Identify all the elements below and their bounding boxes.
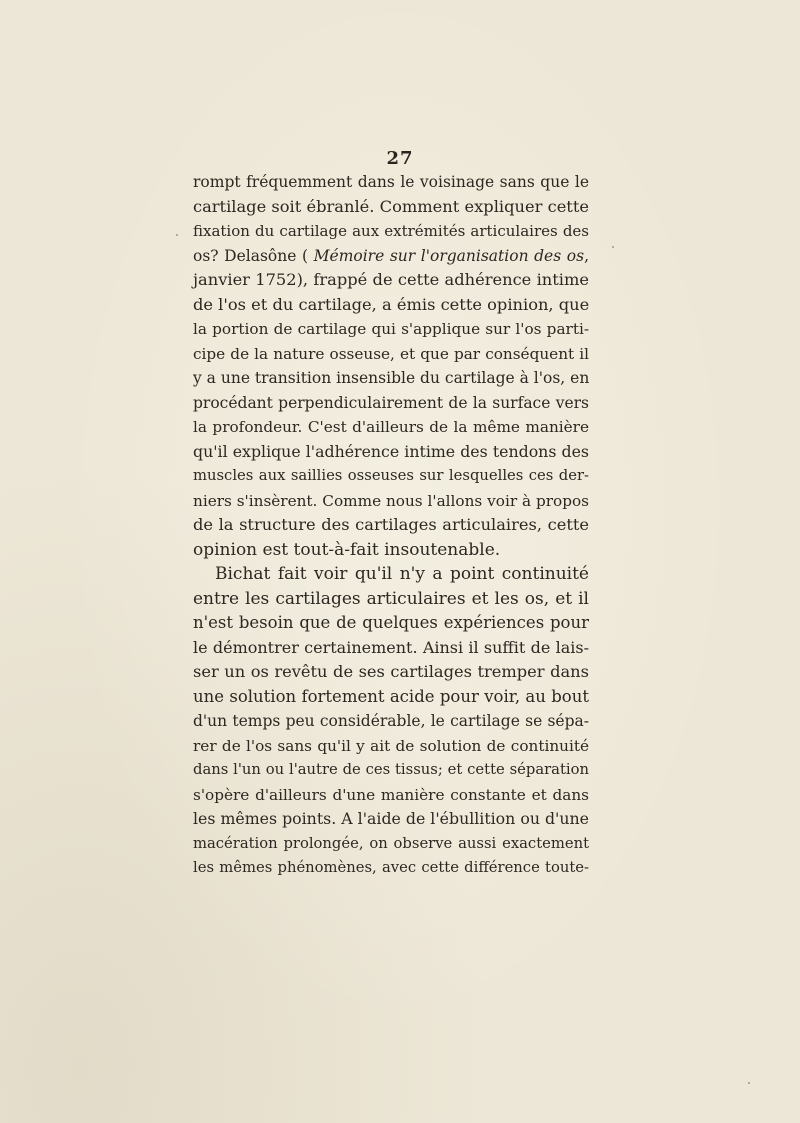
text-line: les mêmes points. A l'aide de l'ébullition ou d'une	[193, 809, 589, 828]
text-line: s'opère d'ailleurs d'une manière constante et dans	[193, 785, 589, 804]
text-line: de la structure des cartilages articulaires, cette	[193, 515, 589, 534]
paper-speck	[612, 246, 614, 248]
text-line: ser un os revêtu de ses cartilages tremper dans	[193, 662, 589, 681]
text-line: la portion de cartilage qui s'applique sur l'os parti-	[193, 320, 589, 338]
text-line: de l'os et du cartilage, a émis cette opinion, que	[193, 294, 590, 314]
text-line: les mêmes phénomènes, avec cette différence toute-	[193, 859, 589, 876]
text-line: macération prolongée, on observe aussi exactement	[193, 834, 589, 852]
text-line: rer de l'os sans qu'il y ait de solution de continuité	[193, 736, 589, 755]
text-line: rompt fréquemment dans le voisinage sans que le	[193, 173, 589, 191]
text-line: d'un temps peu considérable, le cartilage se sépa-	[193, 712, 589, 730]
text-line: qu'il explique l'adhérence intime des tendons des	[193, 441, 589, 461]
text-line: procédant perpendiculairement de la surface vers	[193, 393, 589, 412]
citation-title: Mémoire sur l'organisation des os	[313, 246, 585, 265]
page-number: 27	[386, 148, 414, 169]
text-line: janvier 1752), frappé de cette adhérence intime	[193, 270, 589, 289]
text-line: muscles aux saillies osseuses sur lesquelles ces der-	[193, 467, 589, 484]
citation-suffix: ,	[584, 246, 589, 265]
paragraph-start-line: Bichat fait voir qu'il n'y a point continuité	[215, 564, 589, 584]
text-line-citation	[193, 244, 589, 269]
text-line: cipe de la nature osseuse, et que par conséquent il	[193, 344, 589, 363]
citation-prefix: os? Delasône (	[193, 246, 314, 265]
text-line: n'est besoin que de quelques expériences pour	[193, 613, 589, 632]
text-line: fixation du cartilage aux extrémités articulaires des	[193, 222, 589, 240]
text-line: y a une transition insensible du cartilage à l'os, en	[193, 369, 590, 387]
text-line: le démontrer certainement. Ainsi il suffit de lais-	[193, 637, 589, 657]
text-line: entre les cartilages articulaires et les os, et il	[193, 588, 589, 609]
paper-speck	[176, 234, 178, 236]
paper-speck	[748, 1082, 750, 1084]
text-line: cartilage soit ébranlé. Comment expliquer cette	[193, 196, 589, 216]
text-line: niers s'insèrent. Comme nous l'allons voir à propos	[193, 491, 589, 510]
text-line: une solution fortement acide pour voir, au bout	[193, 686, 589, 706]
text-line: la profondeur. C'est d'ailleurs de la même manière	[193, 418, 589, 436]
body-text	[193, 170, 589, 881]
text-line: opinion est tout-à-fait insoutenable.	[193, 539, 501, 560]
text-line: dans l'un ou l'autre de ces tissus; et cette séparation	[193, 761, 589, 778]
